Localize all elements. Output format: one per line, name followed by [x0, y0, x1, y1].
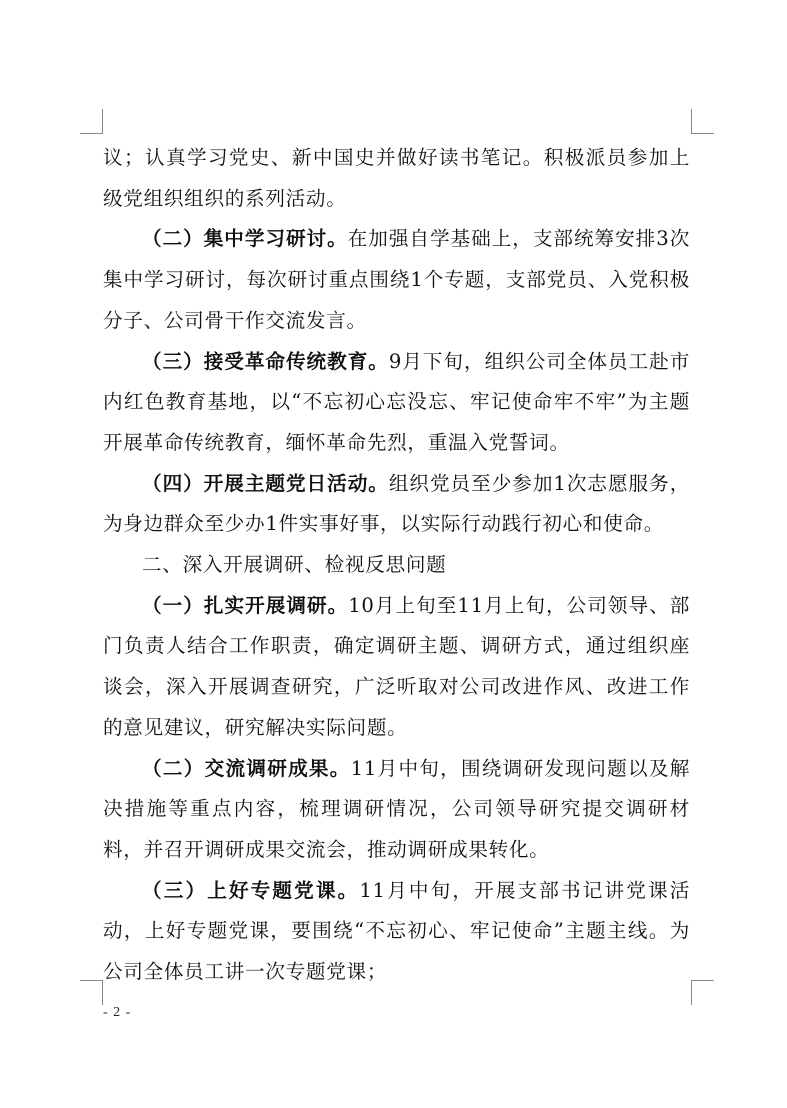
- section-heading: [103, 545, 690, 586]
- paragraph-heading: （二）交流调研成果。: [142, 756, 351, 780]
- paragraph-1: [103, 138, 690, 219]
- paragraph-heading: （二）集中学习研讨。: [142, 227, 348, 251]
- paragraph-heading: （四）开展主题党日活动。: [142, 471, 389, 495]
- paragraph-text: 议；认真学习党史、新中国史并做好读书笔记。积极派员参加上级党组织组织的系列活动。: [103, 146, 690, 210]
- paragraph-6: [103, 749, 690, 871]
- paragraph-2: [103, 219, 690, 341]
- paragraph-3: [103, 342, 690, 464]
- paragraph-5: [103, 586, 690, 749]
- paragraph-4: [103, 464, 690, 545]
- paragraph-text: 10月上旬至11月上旬，公司领导、部门负责人结合工作职责，确定调研主题、调研方式，通过组织座谈会，深入开展调查研究，广泛听取对公司改进作风、改进工作的意见建议，研究解决实际问题。: [103, 593, 690, 739]
- paragraph-heading: （三）接受革命传统教育。: [142, 349, 389, 373]
- paragraph-heading: （三）上好专题党课。: [142, 878, 360, 902]
- crop-mark-bottom-right: [691, 980, 714, 1005]
- crop-mark-bottom-left: [80, 980, 103, 1005]
- paragraph-text: 9月下旬，组织公司全体员工赴市内红色教育基地，以“不忘初心忘没忘、牢记使命牢不牢”为主题开展革命传统教育，缅怀革命先烈，重温入党誓词。: [103, 349, 690, 454]
- section-heading-text: 二、深入开展调研、检视反思问题: [142, 553, 447, 577]
- paragraph-text: 11月中旬，开展支部书记讲党课活动，上好专题党课，要围绕“不忘初心、牢记使命”主题主线。为公司全体员工讲一次专题党课；: [103, 878, 690, 984]
- paragraph-heading: （一）扎实开展调研。: [142, 593, 349, 617]
- crop-mark-top-left: [80, 109, 103, 134]
- paragraph-text: 组织党员至少参加1次志愿服务，为身边群众至少办1件实事好事，以实际行动践行初心和使命。: [103, 471, 690, 536]
- crop-mark-top-right: [691, 109, 714, 134]
- paragraph-text: 11月中旬，围绕调研发现问题以及解决措施等重点内容，梳理调研情况，公司领导研究提交调研材料，并召开调研成果交流会，推动调研成果转化。: [103, 756, 690, 861]
- page-number: - 2 -: [103, 1005, 132, 1020]
- document-body: [103, 138, 690, 993]
- paragraph-7: [103, 871, 690, 993]
- paragraph-text: 在加强自学基础上，支部统筹安排3次集中学习研讨，每次研讨重点围绕1个专题，支部党员、入党积极分子、公司骨干作交流发言。: [103, 227, 690, 332]
